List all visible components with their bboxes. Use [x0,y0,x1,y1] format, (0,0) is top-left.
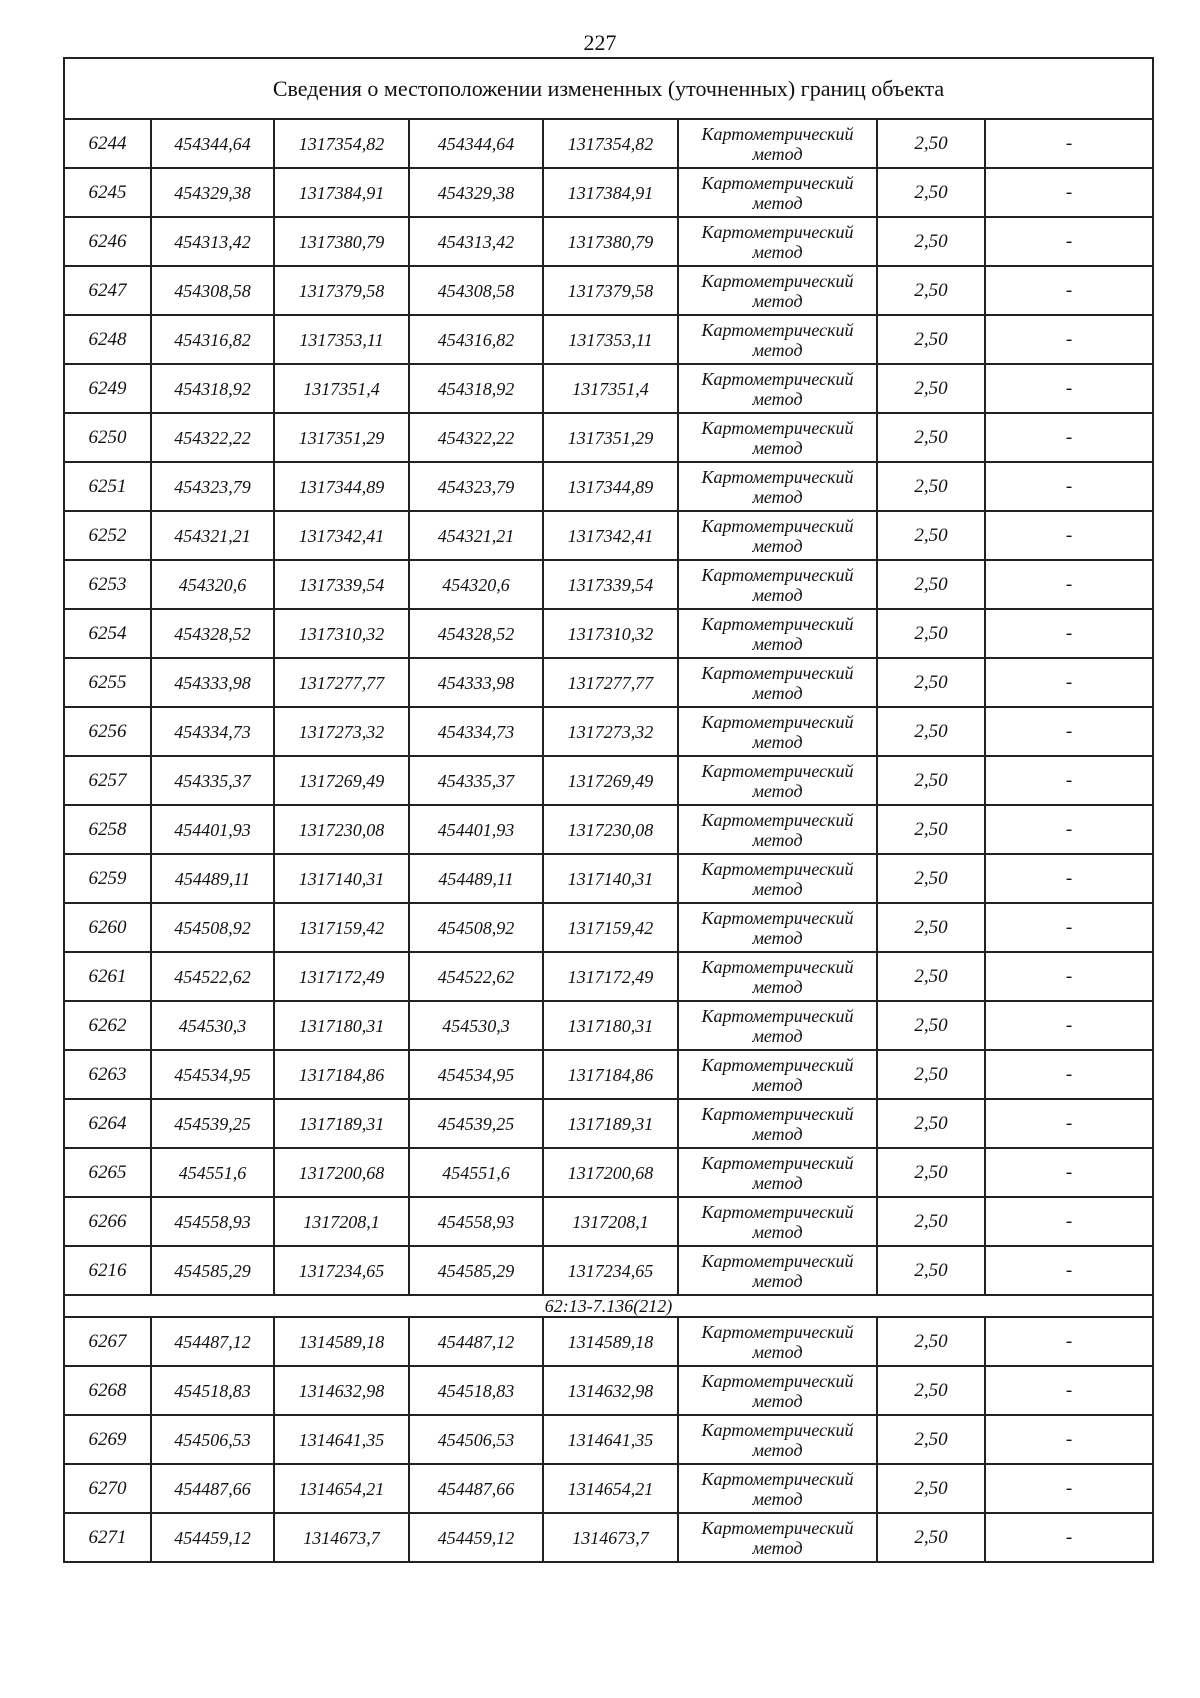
note-cell: - [985,560,1153,609]
refined-y-cell: 1317189,31 [543,1099,678,1148]
existing-y-cell: 1317354,82 [274,119,409,168]
accuracy-cell: 2,50 [877,119,985,168]
point-number-cell: 6265 [64,1148,151,1197]
table-row [64,1050,1153,1099]
table-row [64,1366,1153,1415]
note-cell: - [985,1099,1153,1148]
point-number-cell: 6254 [64,609,151,658]
point-number-cell: 6245 [64,168,151,217]
refined-x-cell: 454313,42 [409,217,543,266]
existing-x-cell: 454323,79 [151,462,274,511]
existing-y-cell: 1317189,31 [274,1099,409,1148]
refined-x-cell: 454308,58 [409,266,543,315]
table-row [64,1197,1153,1246]
existing-x-cell: 454322,22 [151,413,274,462]
table-row [64,1001,1153,1050]
refined-y-cell: 1314641,35 [543,1415,678,1464]
refined-y-cell: 1317277,77 [543,658,678,707]
table-row [64,1148,1153,1197]
refined-x-cell: 454506,53 [409,1415,543,1464]
method-cell: Картометрический метод [678,1246,877,1295]
point-number-cell: 6262 [64,1001,151,1050]
note-cell: - [985,1246,1153,1295]
refined-x-cell: 454522,62 [409,952,543,1001]
accuracy-cell: 2,50 [877,805,985,854]
refined-y-cell: 1317180,31 [543,1001,678,1050]
method-cell: Картометрический метод [678,609,877,658]
method-cell: Картометрический метод [678,756,877,805]
point-number-cell: 6247 [64,266,151,315]
refined-y-cell: 1317172,49 [543,952,678,1001]
table-row [64,119,1153,168]
point-number-cell: 6253 [64,560,151,609]
accuracy-cell: 2,50 [877,560,985,609]
refined-y-cell: 1317353,11 [543,315,678,364]
method-cell: Картометрический метод [678,560,877,609]
method-cell: Картометрический метод [678,952,877,1001]
note-cell: - [985,658,1153,707]
point-number-cell: 6244 [64,119,151,168]
refined-y-cell: 1317273,32 [543,707,678,756]
refined-y-cell: 1317351,4 [543,364,678,413]
accuracy-cell: 2,50 [877,315,985,364]
refined-x-cell: 454401,93 [409,805,543,854]
refined-x-cell: 454344,64 [409,119,543,168]
existing-y-cell: 1317273,32 [274,707,409,756]
accuracy-cell: 2,50 [877,266,985,315]
refined-y-cell: 1314632,98 [543,1366,678,1415]
accuracy-cell: 2,50 [877,217,985,266]
existing-y-cell: 1317230,08 [274,805,409,854]
note-cell: - [985,1317,1153,1366]
refined-x-cell: 454487,66 [409,1464,543,1513]
table-row [64,854,1153,903]
accuracy-cell: 2,50 [877,1099,985,1148]
accuracy-cell: 2,50 [877,1050,985,1099]
method-cell: Картометрический метод [678,1197,877,1246]
refined-x-cell: 454530,3 [409,1001,543,1050]
table-row [64,266,1153,315]
accuracy-cell: 2,50 [877,1464,985,1513]
note-cell: - [985,462,1153,511]
point-number-cell: 6259 [64,854,151,903]
existing-x-cell: 454308,58 [151,266,274,315]
refined-x-cell: 454316,82 [409,315,543,364]
accuracy-cell: 2,50 [877,1513,985,1562]
existing-y-cell: 1317353,11 [274,315,409,364]
note-cell: - [985,1366,1153,1415]
accuracy-cell: 2,50 [877,854,985,903]
accuracy-cell: 2,50 [877,1001,985,1050]
point-number-cell: 6256 [64,707,151,756]
existing-x-cell: 454459,12 [151,1513,274,1562]
note-cell: - [985,1050,1153,1099]
accuracy-cell: 2,50 [877,413,985,462]
point-number-cell: 6248 [64,315,151,364]
refined-y-cell: 1317184,86 [543,1050,678,1099]
refined-y-cell: 1317344,89 [543,462,678,511]
existing-y-cell: 1314589,18 [274,1317,409,1366]
table-title-row [64,58,1153,119]
refined-y-cell: 1317384,91 [543,168,678,217]
refined-y-cell: 1317351,29 [543,413,678,462]
note-cell: - [985,266,1153,315]
accuracy-cell: 2,50 [877,1148,985,1197]
refined-x-cell: 454318,92 [409,364,543,413]
method-cell: Картометрический метод [678,805,877,854]
accuracy-cell: 2,50 [877,707,985,756]
point-number-cell: 6216 [64,1246,151,1295]
existing-x-cell: 454487,66 [151,1464,274,1513]
table-title: Сведения о местоположении измененных (уточненных) границ объекта [64,58,1153,119]
accuracy-cell: 2,50 [877,462,985,511]
method-cell: Картометрический метод [678,1317,877,1366]
note-cell: - [985,1513,1153,1562]
existing-y-cell: 1317380,79 [274,217,409,266]
existing-y-cell: 1317140,31 [274,854,409,903]
existing-x-cell: 454335,37 [151,756,274,805]
refined-x-cell: 454539,25 [409,1099,543,1148]
accuracy-cell: 2,50 [877,609,985,658]
accuracy-cell: 2,50 [877,1197,985,1246]
refined-y-cell: 1317339,54 [543,560,678,609]
existing-y-cell: 1317342,41 [274,511,409,560]
refined-y-cell: 1317159,42 [543,903,678,952]
point-number-cell: 6255 [64,658,151,707]
refined-x-cell: 454334,73 [409,707,543,756]
method-cell: Картометрический метод [678,217,877,266]
refined-y-cell: 1317269,49 [543,756,678,805]
existing-y-cell: 1317208,1 [274,1197,409,1246]
point-number-cell: 6266 [64,1197,151,1246]
method-cell: Картометрический метод [678,707,877,756]
refined-x-cell: 454320,6 [409,560,543,609]
point-number-cell: 6246 [64,217,151,266]
method-cell: Картометрический метод [678,364,877,413]
refined-x-cell: 454508,92 [409,903,543,952]
existing-x-cell: 454487,12 [151,1317,274,1366]
table-body [64,58,1153,1562]
note-cell: - [985,511,1153,560]
note-cell: - [985,1415,1153,1464]
accuracy-cell: 2,50 [877,1366,985,1415]
point-number-cell: 6269 [64,1415,151,1464]
existing-x-cell: 454530,3 [151,1001,274,1050]
table-row [64,707,1153,756]
refined-x-cell: 454322,22 [409,413,543,462]
point-number-cell: 6264 [64,1099,151,1148]
accuracy-cell: 2,50 [877,1246,985,1295]
table-row [64,1099,1153,1148]
accuracy-cell: 2,50 [877,168,985,217]
method-cell: Картометрический метод [678,1366,877,1415]
method-cell: Картометрический метод [678,903,877,952]
point-number-cell: 6268 [64,1366,151,1415]
method-cell: Картометрический метод [678,413,877,462]
note-cell: - [985,609,1153,658]
refined-x-cell: 454335,37 [409,756,543,805]
accuracy-cell: 2,50 [877,1317,985,1366]
existing-x-cell: 454329,38 [151,168,274,217]
note-cell: - [985,168,1153,217]
refined-x-cell: 454534,95 [409,1050,543,1099]
table-row [64,1464,1153,1513]
existing-y-cell: 1317344,89 [274,462,409,511]
existing-y-cell: 1317351,4 [274,364,409,413]
refined-x-cell: 454328,52 [409,609,543,658]
table-row [64,756,1153,805]
note-cell: - [985,364,1153,413]
refined-x-cell: 454551,6 [409,1148,543,1197]
group-row [64,1295,1153,1317]
note-cell: - [985,315,1153,364]
refined-y-cell: 1317208,1 [543,1197,678,1246]
table-row [64,1415,1153,1464]
existing-y-cell: 1317384,91 [274,168,409,217]
existing-x-cell: 454489,11 [151,854,274,903]
note-cell: - [985,413,1153,462]
refined-y-cell: 1317354,82 [543,119,678,168]
existing-x-cell: 454508,92 [151,903,274,952]
refined-x-cell: 454321,21 [409,511,543,560]
method-cell: Картометрический метод [678,1415,877,1464]
method-cell: Картометрический метод [678,1050,877,1099]
refined-y-cell: 1317379,58 [543,266,678,315]
existing-y-cell: 1317351,29 [274,413,409,462]
accuracy-cell: 2,50 [877,511,985,560]
existing-x-cell: 454316,82 [151,315,274,364]
accuracy-cell: 2,50 [877,364,985,413]
table-row [64,511,1153,560]
existing-x-cell: 454506,53 [151,1415,274,1464]
refined-x-cell: 454459,12 [409,1513,543,1562]
point-number-cell: 6252 [64,511,151,560]
refined-y-cell: 1317234,65 [543,1246,678,1295]
existing-y-cell: 1317339,54 [274,560,409,609]
accuracy-cell: 2,50 [877,756,985,805]
table-row [64,1513,1153,1562]
method-cell: Картометрический метод [678,658,877,707]
refined-x-cell: 454489,11 [409,854,543,903]
refined-x-cell: 454487,12 [409,1317,543,1366]
method-cell: Картометрический метод [678,1148,877,1197]
note-cell: - [985,707,1153,756]
existing-y-cell: 1317310,32 [274,609,409,658]
method-cell: Картометрический метод [678,462,877,511]
point-number-cell: 6260 [64,903,151,952]
method-cell: Картометрический метод [678,1099,877,1148]
point-number-cell: 6250 [64,413,151,462]
existing-x-cell: 454534,95 [151,1050,274,1099]
point-number-cell: 6261 [64,952,151,1001]
note-cell: - [985,119,1153,168]
refined-x-cell: 454333,98 [409,658,543,707]
existing-y-cell: 1317172,49 [274,952,409,1001]
refined-x-cell: 454323,79 [409,462,543,511]
existing-y-cell: 1317379,58 [274,266,409,315]
table-row [64,168,1153,217]
note-cell: - [985,1197,1153,1246]
note-cell: - [985,854,1153,903]
existing-y-cell: 1314632,98 [274,1366,409,1415]
group-label: 62:13-7.136(212) [64,1295,1153,1317]
existing-y-cell: 1317277,77 [274,658,409,707]
existing-y-cell: 1317269,49 [274,756,409,805]
table-row [64,805,1153,854]
point-number-cell: 6257 [64,756,151,805]
refined-y-cell: 1317380,79 [543,217,678,266]
table-row [64,413,1153,462]
table-row [64,609,1153,658]
existing-y-cell: 1317159,42 [274,903,409,952]
note-cell: - [985,1148,1153,1197]
existing-y-cell: 1317184,86 [274,1050,409,1099]
table-row [64,1317,1153,1366]
method-cell: Картометрический метод [678,1513,877,1562]
table-row [64,903,1153,952]
note-cell: - [985,1464,1153,1513]
existing-y-cell: 1314654,21 [274,1464,409,1513]
existing-x-cell: 454558,93 [151,1197,274,1246]
table-row [64,315,1153,364]
table-row [64,364,1153,413]
refined-y-cell: 1314654,21 [543,1464,678,1513]
method-cell: Картометрический метод [678,119,877,168]
accuracy-cell: 2,50 [877,1415,985,1464]
existing-x-cell: 454551,6 [151,1148,274,1197]
accuracy-cell: 2,50 [877,903,985,952]
existing-y-cell: 1314673,7 [274,1513,409,1562]
existing-x-cell: 454334,73 [151,707,274,756]
note-cell: - [985,1001,1153,1050]
point-number-cell: 6263 [64,1050,151,1099]
existing-x-cell: 454321,21 [151,511,274,560]
existing-x-cell: 454320,6 [151,560,274,609]
existing-x-cell: 454522,62 [151,952,274,1001]
point-number-cell: 6249 [64,364,151,413]
page-number: 227 [583,30,617,55]
refined-y-cell: 1317310,32 [543,609,678,658]
existing-x-cell: 454539,25 [151,1099,274,1148]
existing-y-cell: 1317200,68 [274,1148,409,1197]
accuracy-cell: 2,50 [877,952,985,1001]
note-cell: - [985,756,1153,805]
refined-y-cell: 1317140,31 [543,854,678,903]
existing-x-cell: 454328,52 [151,609,274,658]
existing-x-cell: 454344,64 [151,119,274,168]
method-cell: Картометрический метод [678,1001,877,1050]
existing-x-cell: 454585,29 [151,1246,274,1295]
refined-x-cell: 454558,93 [409,1197,543,1246]
point-number-cell: 6258 [64,805,151,854]
table-row [64,462,1153,511]
existing-x-cell: 454401,93 [151,805,274,854]
existing-x-cell: 454333,98 [151,658,274,707]
point-number-cell: 6267 [64,1317,151,1366]
existing-x-cell: 454518,83 [151,1366,274,1415]
note-cell: - [985,217,1153,266]
point-number-cell: 6251 [64,462,151,511]
existing-y-cell: 1314641,35 [274,1415,409,1464]
refined-y-cell: 1317230,08 [543,805,678,854]
refined-y-cell: 1317342,41 [543,511,678,560]
note-cell: - [985,903,1153,952]
existing-y-cell: 1317180,31 [274,1001,409,1050]
table-row [64,560,1153,609]
method-cell: Картометрический метод [678,315,877,364]
method-cell: Картометрический метод [678,266,877,315]
table-row [64,952,1153,1001]
accuracy-cell: 2,50 [877,658,985,707]
refined-y-cell: 1317200,68 [543,1148,678,1197]
existing-y-cell: 1317234,65 [274,1246,409,1295]
boundary-coordinates-table [63,57,1154,1563]
existing-x-cell: 454313,42 [151,217,274,266]
table-row [64,658,1153,707]
refined-x-cell: 454585,29 [409,1246,543,1295]
refined-y-cell: 1314673,7 [543,1513,678,1562]
note-cell: - [985,805,1153,854]
method-cell: Картометрический метод [678,854,877,903]
table-row [64,217,1153,266]
refined-y-cell: 1314589,18 [543,1317,678,1366]
existing-x-cell: 454318,92 [151,364,274,413]
point-number-cell: 6271 [64,1513,151,1562]
refined-x-cell: 454518,83 [409,1366,543,1415]
method-cell: Картометрический метод [678,511,877,560]
refined-x-cell: 454329,38 [409,168,543,217]
table-row [64,1246,1153,1295]
method-cell: Картометрический метод [678,1464,877,1513]
method-cell: Картометрический метод [678,168,877,217]
point-number-cell: 6270 [64,1464,151,1513]
note-cell: - [985,952,1153,1001]
